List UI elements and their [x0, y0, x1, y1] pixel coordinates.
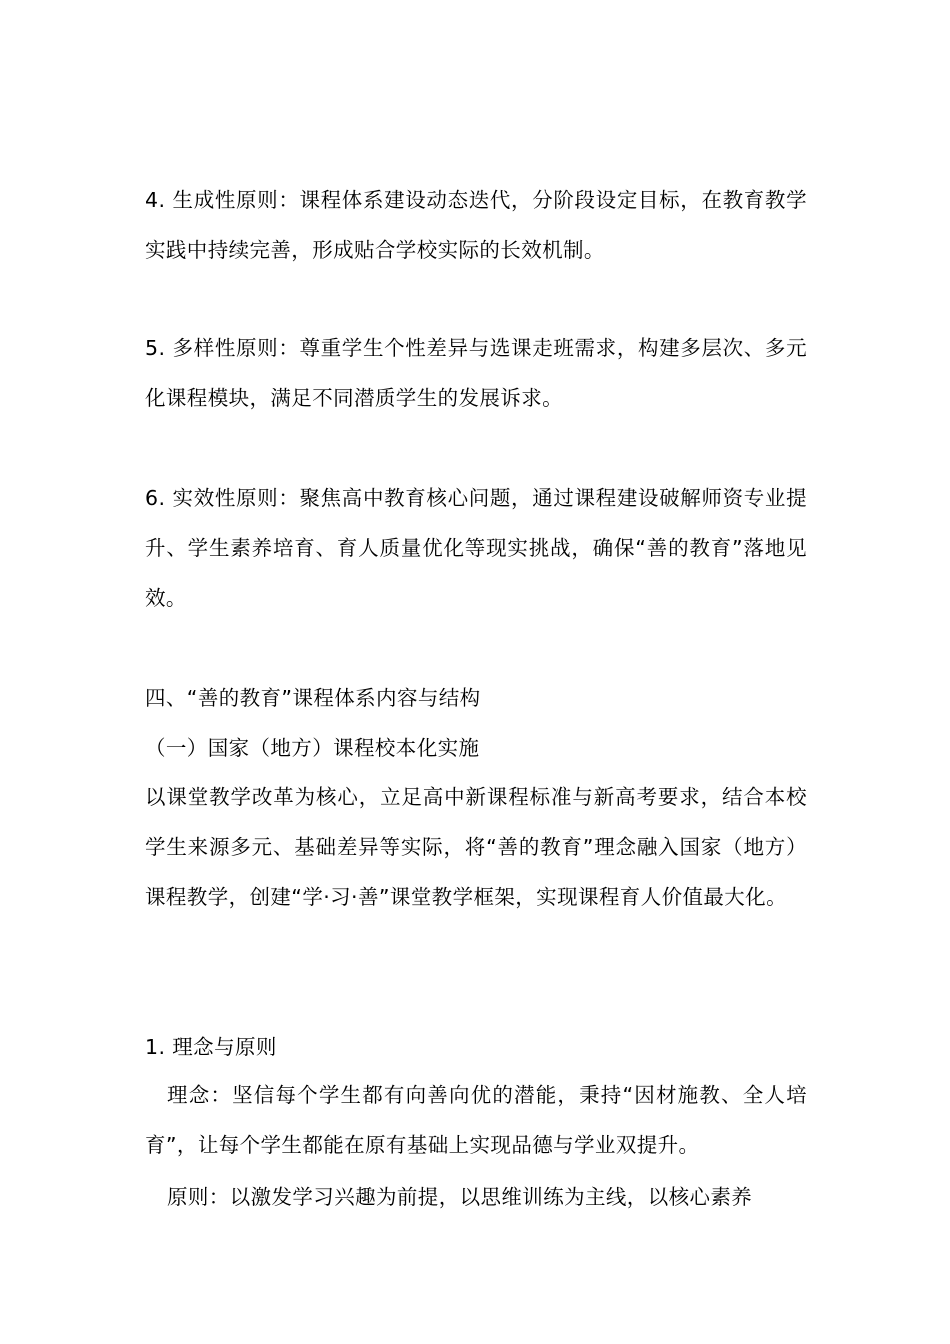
principle-paragraph: 原则：以激发学习兴趣为前提，以思维训练为主线，以核心素养	[167, 1185, 753, 1209]
principle-6-paragraph: 6. 实效性原则：聚焦高中教育核心问题，通过课程建设破解师资专业提升、学生素养培育、育人质量优化等现实挑战，确保“善的教育”落地见效。	[145, 486, 807, 610]
principle-4-paragraph: 4. 生成性原则：课程体系建设动态迭代，分阶段设定目标，在教育教学实践中持续完善，形成贴合学校实际的长效机制。	[145, 188, 807, 262]
idea-paragraph: 理念：坚信每个学生都有向善向优的潜能，秉持“因材施教、全人培育”，让每个学生都能在原有基础上实现品德与学业双提升。	[145, 1083, 807, 1157]
subsection-1-title: （一）国家（地方）课程校本化实施	[145, 736, 480, 760]
principle-5-paragraph: 5. 多样性原则：尊重学生个性差异与选课走班需求，构建多层次、多元化课程模块，满足不同潜质学生的发展诉求。	[145, 336, 807, 410]
section-4-title: 四、“善的教育”课程体系内容与结构	[145, 686, 481, 710]
subsection-1-body: 以课堂教学改革为核心，立足高中新课程标准与新高考要求，结合本校学生来源多元、基础差异等实际，将“善的教育”理念融入国家（地方）课程教学，创建“学·习·善”课堂教学框架，实现课程育人价值最大化。	[145, 785, 807, 909]
item-1-title: 1. 理念与原则	[145, 1035, 277, 1059]
